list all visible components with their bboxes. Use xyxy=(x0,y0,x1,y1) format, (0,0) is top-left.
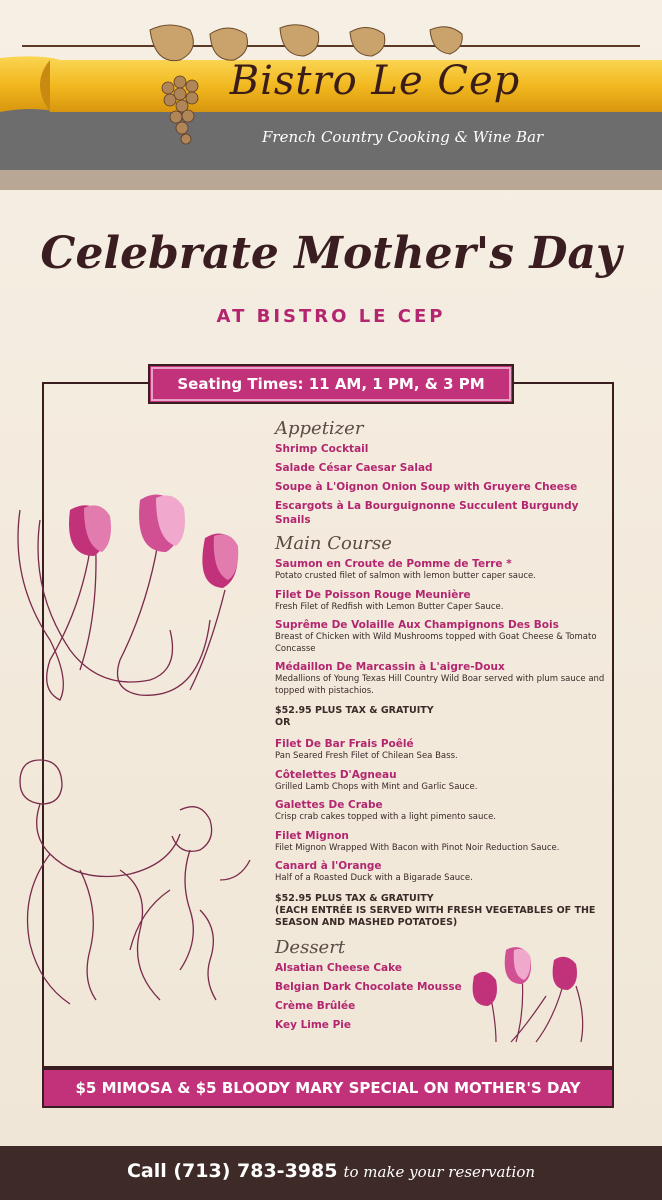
menu-item-name: Saumon en Croute de Pomme de Terre * xyxy=(275,558,512,570)
menu-item-desc: Half of a Roasted Duck with a Bigarade Sauce. xyxy=(275,873,473,883)
menu-item-desc: Breast of Chicken with Wild Mushrooms topped with Goat Cheese & Tomato Concasse xyxy=(275,632,597,654)
menu-item-desc: Crisp crab cakes topped with a light pimento sauce. xyxy=(275,812,497,822)
price-block xyxy=(275,705,605,729)
price-block xyxy=(275,893,605,929)
dessert-heading: Dessert xyxy=(275,936,346,958)
logo-subtitle: French Country Cooking & Wine Bar xyxy=(262,128,544,146)
menu-item xyxy=(275,768,605,794)
menu-item-name: Galettes De Crabe xyxy=(275,799,383,811)
dessert-item: Belgian Dark Chocolate Mousse xyxy=(275,980,462,993)
seating-times-banner: Seating Times: 11 AM, 1 PM, & 3 PM xyxy=(148,364,514,404)
tulip-illustration xyxy=(0,490,240,730)
mother-child-illustration xyxy=(0,740,260,1020)
menu-item xyxy=(275,829,605,855)
price-note: (EACH ENTRÉE IS SERVED WITH FRESH VEGETABLES OF THE SEASON AND MASHED POTATOES) xyxy=(275,904,596,928)
menu-item xyxy=(275,737,605,763)
dessert-item: Alsatian Cheese Cake xyxy=(275,961,402,974)
appetizer-item: Soupe à L'Oignon Onion Soup with Gruyere Cheese xyxy=(275,481,578,493)
menu-item xyxy=(275,859,605,885)
header-tan-band xyxy=(0,170,662,190)
menu-item-desc: Potato crusted filet of salmon with lemon butter caper sauce. xyxy=(275,571,536,581)
menu-item-name: Filet De Bar Frais Poêlé xyxy=(275,738,414,750)
menu-item-name: Médaillon De Marcassin à L'aigre-Doux xyxy=(275,661,505,673)
appetizer-heading: Appetizer xyxy=(275,418,364,439)
menu-item xyxy=(275,660,605,697)
menu-item xyxy=(275,557,605,583)
menu-item xyxy=(275,798,605,824)
menu-item-name: Filet Mignon xyxy=(275,829,349,842)
price-text: $52.95 PLUS TAX & GRATUITY xyxy=(275,892,434,904)
menu-item-desc: Pan Seared Fresh Filet of Chilean Sea Bass. xyxy=(275,751,458,761)
reservation-call xyxy=(0,1160,662,1182)
page-subtitle: AT BISTRO LE CEP xyxy=(216,306,446,327)
dessert-item: Crème Brûlée xyxy=(275,999,356,1012)
or-text: OR xyxy=(275,717,291,728)
drink-special-banner: $5 MIMOSA & $5 BLOODY MARY SPECIAL ON MOTHER'S DAY xyxy=(42,1068,614,1108)
reservation-cta: to make your reservation xyxy=(343,1163,536,1181)
menu-content xyxy=(275,418,605,1037)
menu-item xyxy=(275,618,605,655)
dessert-item: Key Lime Pie xyxy=(275,1018,351,1031)
page-title: Celebrate Mother's Day xyxy=(40,228,622,279)
menu-item-desc: Fresh Filet of Redfish with Lemon Butter Caper Sauce. xyxy=(275,601,504,612)
appetizer-item: Shrimp Cocktail xyxy=(275,443,369,455)
menu-item-name: Suprême De Volaille Aux Champignons Des Bois xyxy=(275,619,559,631)
menu-item-name: Canard à l'Orange xyxy=(275,860,382,872)
menu-item-desc: Medallions of Young Texas Hill Country Wild Boar served with plum sauce and topped with pistachios. xyxy=(275,674,605,696)
menu-item-desc: Grilled Lamb Chops with Mint and Garlic Sauce. xyxy=(275,781,478,792)
phone-number[interactable]: Call (713) 783-3985 xyxy=(126,1160,338,1182)
menu-item-desc: Filet Mignon Wrapped With Bacon with Pinot Noir Reduction Sauce. xyxy=(275,842,560,853)
menu-item-name: Côtelettes D'Agneau xyxy=(275,768,397,781)
logo-title: Bistro Le Cep xyxy=(229,58,521,104)
appetizer-item: Salade César Caesar Salad xyxy=(275,462,433,474)
menu-item-name: Filet De Poisson Rouge Meunière xyxy=(275,588,471,601)
appetizer-item: Escargots à La Bourguignonne Succulent Burgundy Snails xyxy=(275,500,579,526)
menu-item xyxy=(275,588,605,614)
price-text: $52.95 PLUS TAX & GRATUITY xyxy=(275,705,434,716)
main-course-heading: Main Course xyxy=(275,533,392,554)
